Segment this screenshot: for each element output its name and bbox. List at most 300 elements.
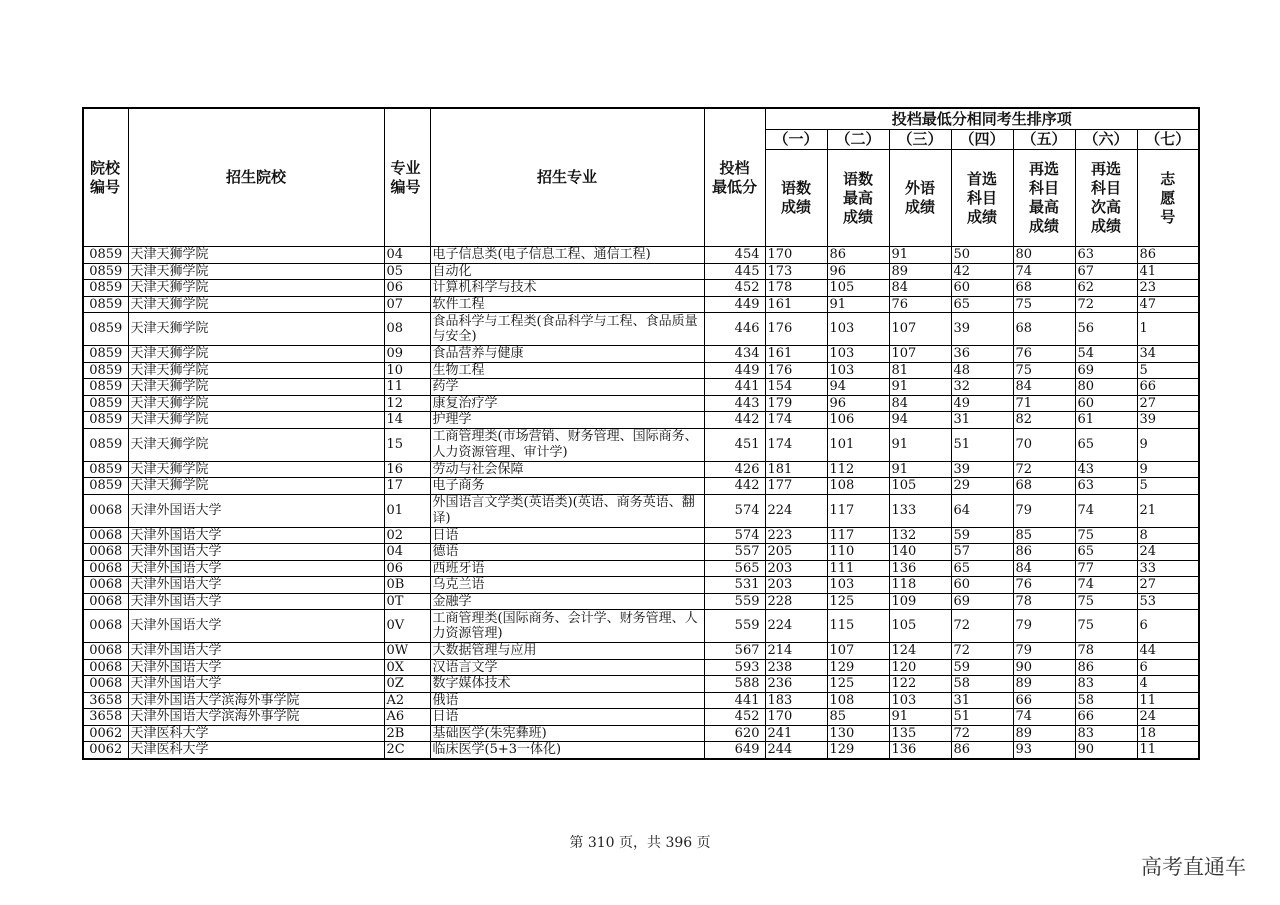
table-row [83, 593, 1199, 610]
cell-major-name: 数字媒体技术 [430, 676, 704, 693]
cell-elective-second-score: 65 [1075, 428, 1137, 461]
cell-school-name: 天津天狮学院 [128, 412, 384, 429]
header-tie-number-6: （六） [1075, 130, 1137, 150]
header-tie-number-1: （一） [765, 130, 827, 150]
cell-school-code: 0859 [83, 395, 128, 412]
cell-foreign-language-score: 91 [889, 461, 951, 478]
cell-major-name: 劳动与社会保障 [430, 461, 704, 478]
cell-major-name: 基础医学(朱宪彝班) [430, 725, 704, 742]
table-row [83, 478, 1199, 495]
table-row [83, 676, 1199, 693]
cell-preference-number: 23 [1137, 280, 1199, 297]
cell-major-code: 0T [384, 593, 430, 610]
cell-elective-second-score: 90 [1075, 742, 1137, 759]
cell-foreign-language-score: 76 [889, 296, 951, 313]
cell-major-name: 软件工程 [430, 296, 704, 313]
cell-preference-number: 1 [1137, 313, 1199, 346]
cell-chinese-math-score: 174 [765, 412, 827, 429]
header-major-name: 招生专业 [430, 108, 704, 247]
cell-preference-number: 21 [1137, 494, 1199, 527]
cell-min-score: 649 [704, 742, 765, 759]
table-row [83, 263, 1199, 280]
cell-elective-second-score: 83 [1075, 676, 1137, 693]
cell-foreign-language-score: 84 [889, 395, 951, 412]
cell-chinese-math-score: 203 [765, 560, 827, 577]
cell-first-subject-score: 58 [951, 676, 1013, 693]
cell-major-code: 0Z [384, 676, 430, 693]
cell-preference-number: 39 [1137, 412, 1199, 429]
cell-min-score: 452 [704, 280, 765, 297]
cell-major-code: 08 [384, 313, 430, 346]
cell-min-score: 567 [704, 643, 765, 660]
cell-min-score: 442 [704, 478, 765, 495]
cell-school-name: 天津外国语大学 [128, 676, 384, 693]
cell-elective-second-score: 60 [1075, 395, 1137, 412]
cell-chinese-math-score: 178 [765, 280, 827, 297]
cell-foreign-language-score: 94 [889, 412, 951, 429]
cell-chinese-math-score: 228 [765, 593, 827, 610]
cell-school-name: 天津外国语大学 [128, 593, 384, 610]
cell-foreign-language-score: 136 [889, 742, 951, 759]
cell-major-name: 生物工程 [430, 362, 704, 379]
cell-major-name: 金融学 [430, 593, 704, 610]
cell-school-name: 天津外国语大学 [128, 560, 384, 577]
cell-major-name: 外国语言文学类(英语类)(英语、商务英语、翻译) [430, 494, 704, 527]
cell-elective-second-score: 58 [1075, 692, 1137, 709]
table-row [83, 412, 1199, 429]
table-row [83, 560, 1199, 577]
cell-foreign-language-score: 135 [889, 725, 951, 742]
cell-min-score: 446 [704, 313, 765, 346]
cell-chinese-math-score: 214 [765, 643, 827, 660]
cell-first-subject-score: 50 [951, 247, 1013, 264]
cell-preference-number: 24 [1137, 544, 1199, 561]
cell-major-name: 乌克兰语 [430, 577, 704, 594]
cell-major-name: 计算机科学与技术 [430, 280, 704, 297]
cell-preference-number: 53 [1137, 593, 1199, 610]
cell-foreign-language-score: 81 [889, 362, 951, 379]
table-row [83, 280, 1199, 297]
cell-major-name: 食品科学与工程类(食品科学与工程、食品质量与安全) [430, 313, 704, 346]
cell-major-name: 药学 [430, 379, 704, 396]
cell-school-code: 0859 [83, 280, 128, 297]
cell-school-name: 天津外国语大学 [128, 494, 384, 527]
header-major-code: 专业 编号 [384, 108, 430, 247]
cell-elective-second-score: 63 [1075, 247, 1137, 264]
cell-school-code: 0068 [83, 659, 128, 676]
cell-elective-second-score: 63 [1075, 478, 1137, 495]
cell-preference-number: 8 [1137, 527, 1199, 544]
cell-foreign-language-score: 124 [889, 643, 951, 660]
cell-first-subject-score: 31 [951, 692, 1013, 709]
cell-major-name: 食品营养与健康 [430, 346, 704, 363]
header-chinese-math-max: 语数 最高 成绩 [827, 150, 889, 247]
header-chinese-math-score: 语数 成绩 [765, 150, 827, 247]
cell-first-subject-score: 39 [951, 313, 1013, 346]
cell-major-code: 01 [384, 494, 430, 527]
table-row [83, 346, 1199, 363]
table-row [83, 742, 1199, 759]
cell-preference-number: 5 [1137, 362, 1199, 379]
cell-elective-highest-score: 89 [1013, 725, 1075, 742]
cell-elective-second-score: 75 [1075, 610, 1137, 643]
cell-school-name: 天津天狮学院 [128, 362, 384, 379]
cell-major-name: 电子信息类(电子信息工程、通信工程) [430, 247, 704, 264]
cell-first-subject-score: 65 [951, 296, 1013, 313]
cell-major-code: 12 [384, 395, 430, 412]
cell-school-code: 0068 [83, 593, 128, 610]
header-elective-second-score: 再选 科目 次高 成绩 [1075, 150, 1137, 247]
cell-major-name: 大数据管理与应用 [430, 643, 704, 660]
cell-min-score: 451 [704, 428, 765, 461]
cell-elective-highest-score: 84 [1013, 560, 1075, 577]
cell-school-name: 天津天狮学院 [128, 247, 384, 264]
cell-school-name: 天津外国语大学 [128, 610, 384, 643]
cell-school-code: 0859 [83, 412, 128, 429]
cell-school-name: 天津天狮学院 [128, 461, 384, 478]
cell-elective-highest-score: 79 [1013, 494, 1075, 527]
cell-school-name: 天津外国语大学滨海外事学院 [128, 692, 384, 709]
table-body [83, 247, 1199, 759]
cell-first-subject-score: 60 [951, 577, 1013, 594]
cell-foreign-language-score: 91 [889, 379, 951, 396]
cell-min-score: 620 [704, 725, 765, 742]
table-row [83, 709, 1199, 726]
cell-elective-highest-score: 93 [1013, 742, 1075, 759]
cell-first-subject-score: 72 [951, 643, 1013, 660]
cell-first-subject-score: 60 [951, 280, 1013, 297]
cell-first-subject-score: 29 [951, 478, 1013, 495]
cell-school-code: 0859 [83, 313, 128, 346]
cell-school-name: 天津外国语大学 [128, 527, 384, 544]
cell-major-code: 0V [384, 610, 430, 643]
cell-chinese-math-max: 129 [827, 659, 889, 676]
cell-major-code: 17 [384, 478, 430, 495]
cell-chinese-math-max: 107 [827, 643, 889, 660]
cell-foreign-language-score: 136 [889, 560, 951, 577]
header-tie-number-7: （七） [1137, 130, 1199, 150]
cell-major-code: 2C [384, 742, 430, 759]
cell-min-score: 445 [704, 263, 765, 280]
cell-first-subject-score: 57 [951, 544, 1013, 561]
cell-min-score: 557 [704, 544, 765, 561]
cell-chinese-math-score: 161 [765, 296, 827, 313]
cell-min-score: 449 [704, 362, 765, 379]
header-elective-highest-score: 再选 科目 最高 成绩 [1013, 150, 1075, 247]
cell-school-code: 0859 [83, 296, 128, 313]
cell-elective-second-score: 54 [1075, 346, 1137, 363]
header-school-name: 招生院校 [128, 108, 384, 247]
cell-chinese-math-score: 224 [765, 494, 827, 527]
cell-min-score: 452 [704, 709, 765, 726]
cell-elective-second-score: 78 [1075, 643, 1137, 660]
cell-first-subject-score: 65 [951, 560, 1013, 577]
cell-foreign-language-score: 133 [889, 494, 951, 527]
cell-chinese-math-score: 223 [765, 527, 827, 544]
cell-school-code: 0068 [83, 544, 128, 561]
cell-foreign-language-score: 132 [889, 527, 951, 544]
cell-elective-highest-score: 66 [1013, 692, 1075, 709]
cell-school-name: 天津医科大学 [128, 742, 384, 759]
cell-elective-highest-score: 72 [1013, 461, 1075, 478]
cell-elective-highest-score: 76 [1013, 577, 1075, 594]
cell-school-name: 天津天狮学院 [128, 263, 384, 280]
cell-elective-highest-score: 75 [1013, 296, 1075, 313]
cell-major-code: 0X [384, 659, 430, 676]
cell-chinese-math-max: 111 [827, 560, 889, 577]
cell-chinese-math-max: 106 [827, 412, 889, 429]
cell-foreign-language-score: 105 [889, 478, 951, 495]
table-row [83, 544, 1199, 561]
cell-major-name: 临床医学(5+3一体化) [430, 742, 704, 759]
cell-first-subject-score: 51 [951, 709, 1013, 726]
cell-school-code: 0068 [83, 610, 128, 643]
cell-elective-second-score: 61 [1075, 412, 1137, 429]
cell-major-name: 汉语言文学 [430, 659, 704, 676]
cell-preference-number: 18 [1137, 725, 1199, 742]
table-row [83, 313, 1199, 346]
cell-school-code: 0068 [83, 643, 128, 660]
cell-elective-highest-score: 86 [1013, 544, 1075, 561]
cell-min-score: 441 [704, 379, 765, 396]
cell-first-subject-score: 72 [951, 610, 1013, 643]
cell-school-code: 0068 [83, 560, 128, 577]
cell-school-code: 0062 [83, 725, 128, 742]
cell-major-code: 09 [384, 346, 430, 363]
header-tie-number-2: （二） [827, 130, 889, 150]
cell-foreign-language-score: 118 [889, 577, 951, 594]
cell-school-name: 天津外国语大学 [128, 544, 384, 561]
table-row [83, 247, 1199, 264]
cell-chinese-math-max: 130 [827, 725, 889, 742]
header-tie-number-5: （五） [1013, 130, 1075, 150]
cell-first-subject-score: 48 [951, 362, 1013, 379]
header-foreign-language-score: 外语 成绩 [889, 150, 951, 247]
cell-elective-second-score: 62 [1075, 280, 1137, 297]
cell-elective-second-score: 69 [1075, 362, 1137, 379]
table-row [83, 659, 1199, 676]
cell-elective-highest-score: 68 [1013, 313, 1075, 346]
cell-first-subject-score: 59 [951, 659, 1013, 676]
cell-preference-number: 33 [1137, 560, 1199, 577]
cell-school-code: 0062 [83, 742, 128, 759]
cell-major-name: 电子商务 [430, 478, 704, 495]
cell-chinese-math-max: 110 [827, 544, 889, 561]
cell-major-code: 04 [384, 544, 430, 561]
table-row [83, 461, 1199, 478]
cell-chinese-math-score: 173 [765, 263, 827, 280]
cell-first-subject-score: 36 [951, 346, 1013, 363]
table-header [83, 108, 1199, 247]
cell-major-code: 15 [384, 428, 430, 461]
table-row [83, 296, 1199, 313]
cell-chinese-math-score: 203 [765, 577, 827, 594]
cell-chinese-math-max: 91 [827, 296, 889, 313]
cell-elective-highest-score: 74 [1013, 709, 1075, 726]
cell-major-name: 日语 [430, 709, 704, 726]
cell-school-code: 0859 [83, 362, 128, 379]
cell-first-subject-score: 42 [951, 263, 1013, 280]
cell-elective-highest-score: 75 [1013, 362, 1075, 379]
cell-chinese-math-score: 170 [765, 709, 827, 726]
cell-min-score: 588 [704, 676, 765, 693]
cell-major-name: 护理学 [430, 412, 704, 429]
cell-school-name: 天津天狮学院 [128, 313, 384, 346]
cell-elective-second-score: 72 [1075, 296, 1137, 313]
cell-school-code: 0859 [83, 428, 128, 461]
cell-elective-second-score: 67 [1075, 263, 1137, 280]
cell-major-code: 06 [384, 560, 430, 577]
cell-preference-number: 11 [1137, 692, 1199, 709]
cell-elective-highest-score: 74 [1013, 263, 1075, 280]
cell-preference-number: 44 [1137, 643, 1199, 660]
cell-chinese-math-score: 183 [765, 692, 827, 709]
cell-foreign-language-score: 91 [889, 709, 951, 726]
cell-chinese-math-score: 154 [765, 379, 827, 396]
cell-elective-highest-score: 79 [1013, 610, 1075, 643]
cell-chinese-math-max: 105 [827, 280, 889, 297]
cell-chinese-math-max: 108 [827, 692, 889, 709]
cell-major-code: 0W [384, 643, 430, 660]
cell-school-code: 0859 [83, 247, 128, 264]
header-preference-number: 志 愿 号 [1137, 150, 1199, 247]
cell-foreign-language-score: 91 [889, 428, 951, 461]
cell-preference-number: 9 [1137, 428, 1199, 461]
cell-min-score: 565 [704, 560, 765, 577]
cell-school-code: 3658 [83, 692, 128, 709]
cell-chinese-math-max: 129 [827, 742, 889, 759]
table-row [83, 362, 1199, 379]
cell-major-name: 工商管理类(市场营销、财务管理、国际商务、人力资源管理、审计学) [430, 428, 704, 461]
cell-school-name: 天津天狮学院 [128, 346, 384, 363]
cell-preference-number: 27 [1137, 395, 1199, 412]
cell-min-score: 559 [704, 593, 765, 610]
cell-first-subject-score: 31 [951, 412, 1013, 429]
cell-preference-number: 6 [1137, 610, 1199, 643]
cell-major-code: 10 [384, 362, 430, 379]
cell-elective-highest-score: 79 [1013, 643, 1075, 660]
cell-chinese-math-max: 112 [827, 461, 889, 478]
cell-min-score: 593 [704, 659, 765, 676]
cell-first-subject-score: 64 [951, 494, 1013, 527]
cell-school-name: 天津天狮学院 [128, 379, 384, 396]
cell-major-code: A2 [384, 692, 430, 709]
cell-first-subject-score: 69 [951, 593, 1013, 610]
cell-chinese-math-score: 179 [765, 395, 827, 412]
cell-min-score: 574 [704, 527, 765, 544]
cell-school-name: 天津天狮学院 [128, 478, 384, 495]
cell-chinese-math-score: 244 [765, 742, 827, 759]
cell-major-name: 俄语 [430, 692, 704, 709]
watermark: 高考直通车 [1141, 855, 1246, 879]
table-row [83, 692, 1199, 709]
cell-min-score: 434 [704, 346, 765, 363]
cell-preference-number: 24 [1137, 709, 1199, 726]
cell-chinese-math-score: 241 [765, 725, 827, 742]
cell-min-score: 443 [704, 395, 765, 412]
cell-chinese-math-max: 86 [827, 247, 889, 264]
cell-chinese-math-max: 117 [827, 494, 889, 527]
cell-major-code: 16 [384, 461, 430, 478]
cell-first-subject-score: 49 [951, 395, 1013, 412]
cell-elective-second-score: 75 [1075, 527, 1137, 544]
cell-school-code: 0859 [83, 379, 128, 396]
cell-preference-number: 9 [1137, 461, 1199, 478]
cell-elective-second-score: 80 [1075, 379, 1137, 396]
cell-chinese-math-max: 108 [827, 478, 889, 495]
cell-school-code: 0859 [83, 478, 128, 495]
header-tie-number-4: （四） [951, 130, 1013, 150]
cell-chinese-math-max: 96 [827, 263, 889, 280]
cell-chinese-math-max: 115 [827, 610, 889, 643]
cell-school-code: 3658 [83, 709, 128, 726]
cell-school-name: 天津外国语大学 [128, 659, 384, 676]
cell-min-score: 531 [704, 577, 765, 594]
cell-elective-highest-score: 80 [1013, 247, 1075, 264]
cell-chinese-math-score: 224 [765, 610, 827, 643]
header-tie-number-3: （三） [889, 130, 951, 150]
cell-major-code: 07 [384, 296, 430, 313]
cell-first-subject-score: 72 [951, 725, 1013, 742]
cell-chinese-math-max: 103 [827, 313, 889, 346]
cell-chinese-math-score: 205 [765, 544, 827, 561]
cell-school-name: 天津外国语大学 [128, 577, 384, 594]
cell-chinese-math-max: 85 [827, 709, 889, 726]
cell-min-score: 442 [704, 412, 765, 429]
cell-school-name: 天津天狮学院 [128, 395, 384, 412]
cell-foreign-language-score: 107 [889, 313, 951, 346]
cell-school-name: 天津外国语大学 [128, 643, 384, 660]
cell-chinese-math-score: 174 [765, 428, 827, 461]
cell-preference-number: 11 [1137, 742, 1199, 759]
cell-school-code: 0068 [83, 577, 128, 594]
cell-min-score: 454 [704, 247, 765, 264]
cell-school-name: 天津天狮学院 [128, 280, 384, 297]
cell-major-code: 04 [384, 247, 430, 264]
cell-major-name: 自动化 [430, 263, 704, 280]
table-row [83, 428, 1199, 461]
cell-first-subject-score: 86 [951, 742, 1013, 759]
cell-elective-second-score: 77 [1075, 560, 1137, 577]
cell-elective-highest-score: 76 [1013, 346, 1075, 363]
cell-school-code: 0068 [83, 676, 128, 693]
cell-chinese-math-score: 238 [765, 659, 827, 676]
cell-chinese-math-max: 125 [827, 593, 889, 610]
cell-major-name: 日语 [430, 527, 704, 544]
cell-chinese-math-score: 236 [765, 676, 827, 693]
cell-major-code: 0B [384, 577, 430, 594]
cell-elective-highest-score: 68 [1013, 478, 1075, 495]
header-tie-break-group: 投档最低分相同考生排序项 [765, 108, 1199, 130]
cell-foreign-language-score: 84 [889, 280, 951, 297]
cell-school-name: 天津外国语大学滨海外事学院 [128, 709, 384, 726]
cell-foreign-language-score: 103 [889, 692, 951, 709]
table-row [83, 610, 1199, 643]
cell-major-name: 德语 [430, 544, 704, 561]
cell-elective-highest-score: 70 [1013, 428, 1075, 461]
cell-foreign-language-score: 105 [889, 610, 951, 643]
cell-elective-highest-score: 90 [1013, 659, 1075, 676]
cell-major-code: 2B [384, 725, 430, 742]
cell-min-score: 441 [704, 692, 765, 709]
cell-school-name: 天津医科大学 [128, 725, 384, 742]
cell-elective-highest-score: 78 [1013, 593, 1075, 610]
cell-chinese-math-max: 101 [827, 428, 889, 461]
cell-major-code: 02 [384, 527, 430, 544]
cell-min-score: 426 [704, 461, 765, 478]
cell-elective-second-score: 56 [1075, 313, 1137, 346]
cell-first-subject-score: 39 [951, 461, 1013, 478]
